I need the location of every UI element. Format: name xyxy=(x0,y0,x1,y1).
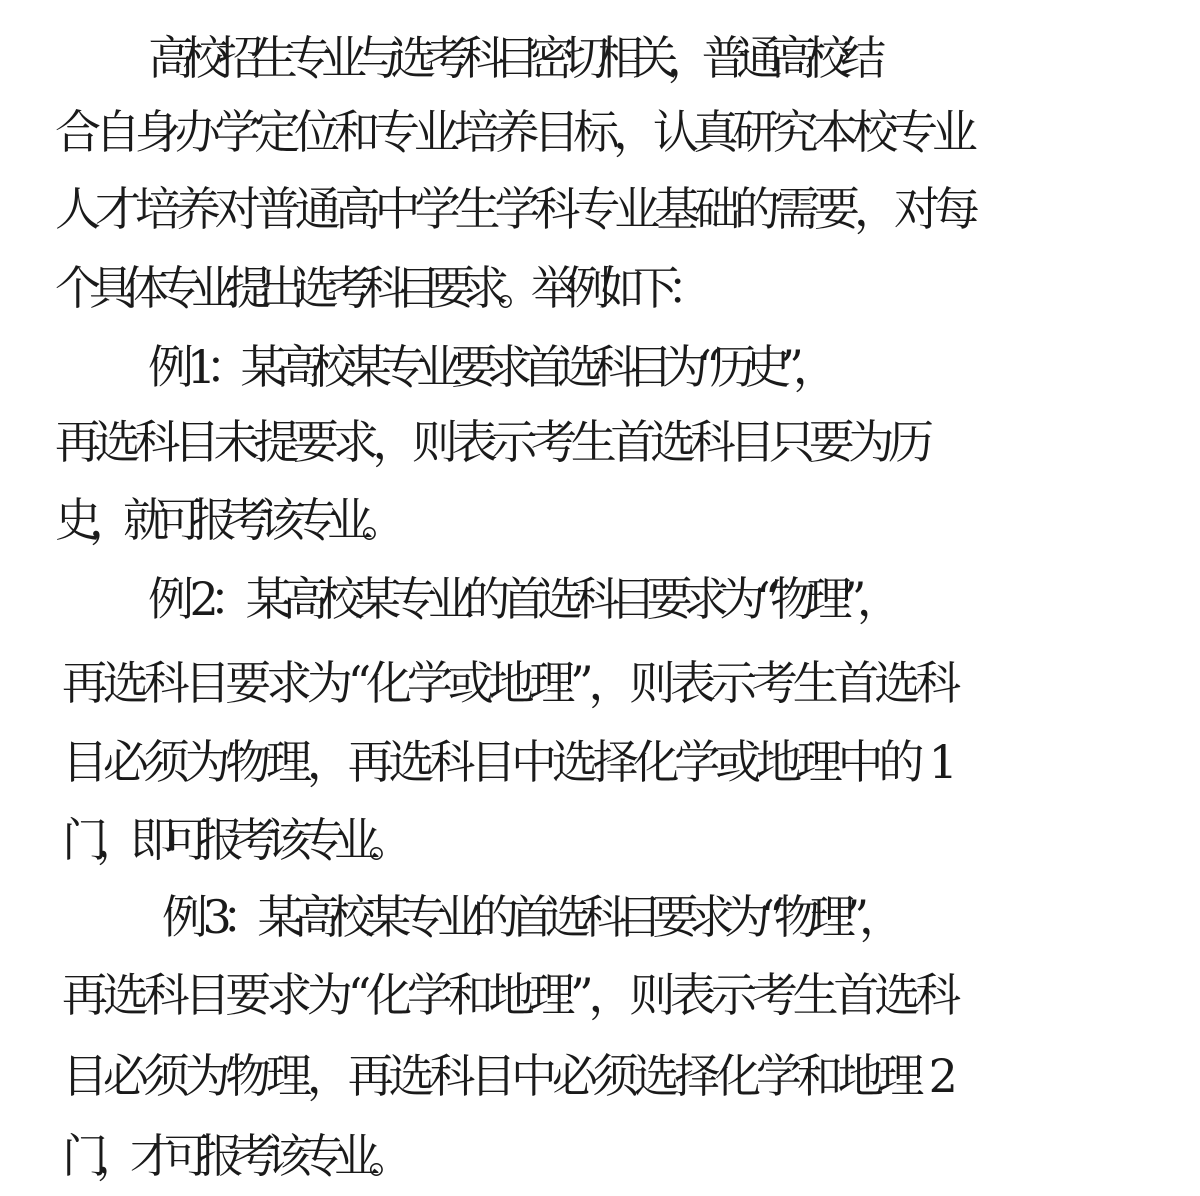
paragraph-intro-line-4: 个具体专业提出选考科目要求。举例如下： xyxy=(55,261,701,315)
paragraph-example1-line-3: 史，就可报考该专业。 xyxy=(55,493,395,547)
paragraph-example3-line-2: 再选科目要求为“化学和地理”，则表示考生首选科 xyxy=(62,968,956,1022)
paragraph-example3-line-4: 门，才可报考该专业。 xyxy=(62,1129,402,1183)
paragraph-example2-line-2: 再选科目要求为“化学或地理”，则表示考生首选科 xyxy=(62,656,956,710)
paragraph-intro-line-2: 合自身办学定位和专业培养目标，认真研究本校专业 xyxy=(55,105,972,159)
paragraph-intro-line-3: 人才培养对普通高中学生学科专业基础的需要，对每 xyxy=(55,182,974,236)
paragraph-example3-line-3: 目必须为物理，再选科目中必须选择化学和地理 2 xyxy=(62,1049,953,1103)
paragraph-example3-line-1: 例 3：某高校某专业的首选科目要求为“物理”， xyxy=(162,890,895,944)
paragraph-example1-line-2: 再选科目未提要求，则表示考生首选科目只要为历 xyxy=(55,415,928,469)
paragraph-example2-line-1: 例 2：某高校某专业的首选科目要求为“物理”， xyxy=(148,572,894,626)
paragraph-example1-line-1: 例 1：某高校某专业要求首选科目为“历史”， xyxy=(148,340,829,394)
paragraph-example2-line-4: 门，即可报考该专业。 xyxy=(62,813,402,867)
paragraph-intro-line-1: 高校招生专业与选考科目密切相关，普通高校结 xyxy=(148,31,875,85)
paragraph-example2-line-3: 目必须为物理，再选科目中选择化学或地理中的 1 xyxy=(62,735,953,789)
